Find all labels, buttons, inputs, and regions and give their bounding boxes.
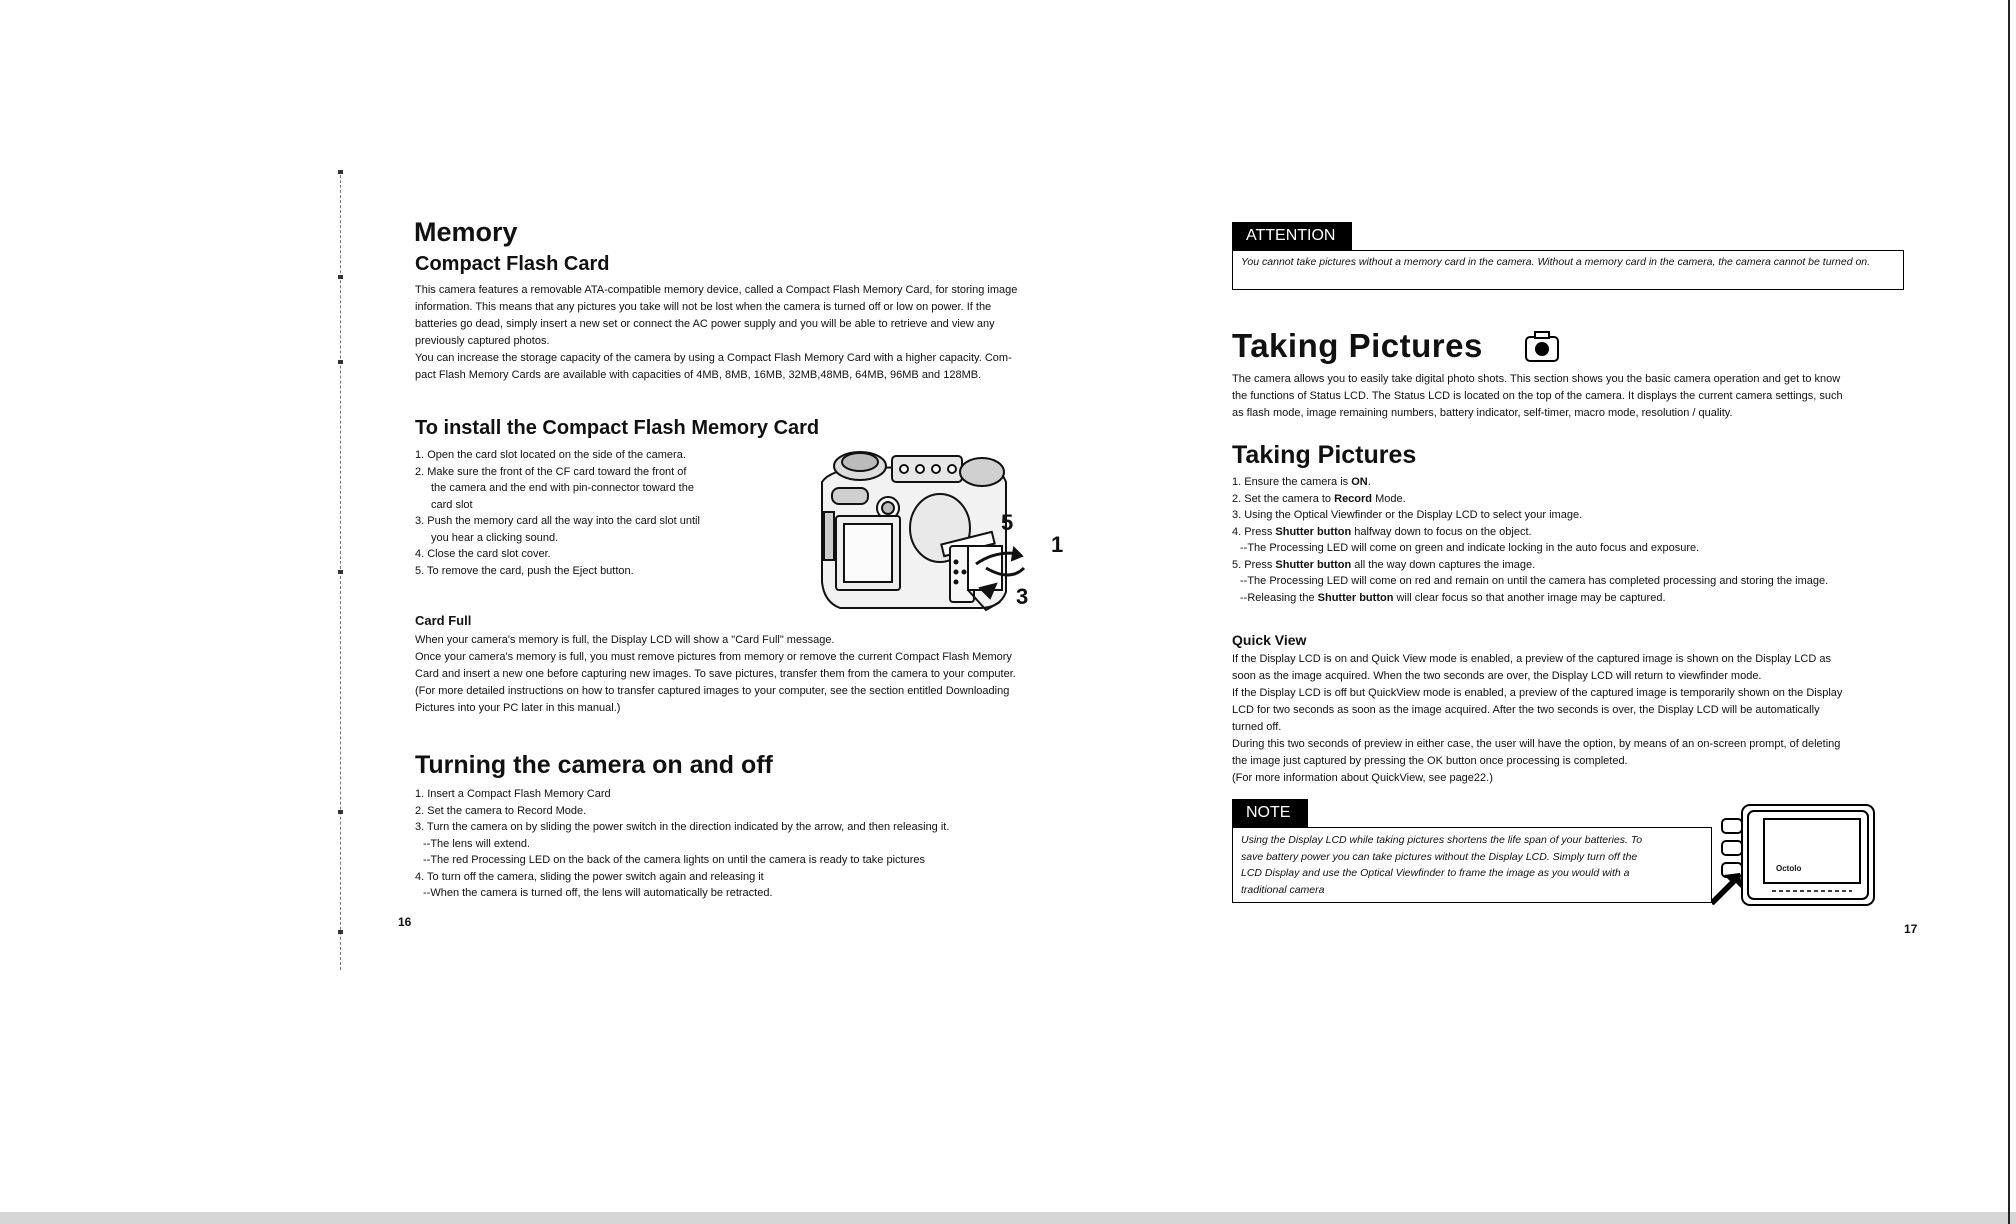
card-full-text xyxy=(415,632,1095,717)
taking-pictures-intro xyxy=(1232,371,1912,422)
quick-view-line: LCD for two seconds as soon as the image acquired. After the two seconds is over, the Display LCD will be automatically xyxy=(1232,704,1820,716)
taking-step: 2. Set the camera to Record Mode. xyxy=(1232,492,1406,505)
quick-view-text xyxy=(1232,651,1912,787)
quick-view-heading: Quick View xyxy=(1232,632,1307,648)
note-line: traditional camera xyxy=(1241,883,1325,896)
taking-steps xyxy=(1232,474,1912,606)
memory-intro-line: You can increase the storage capacity of the camera by using a Compact Flash Memory Card with a higher capacity. Com- xyxy=(415,352,1012,364)
callout-3: 3 xyxy=(1016,584,1029,609)
quick-view-line: turned off. xyxy=(1232,721,1282,733)
install-step: 5. To remove the card, push the Eject button. xyxy=(415,564,634,577)
note-line: save battery power you can take pictures without the Display LCD. Simply turn off the xyxy=(1241,850,1638,863)
note-label: NOTE xyxy=(1232,799,1308,827)
install-step: you hear a clicking sound. xyxy=(431,531,559,544)
card-full-heading: Card Full xyxy=(415,613,472,628)
quick-view-line: If the Display LCD is on and Quick View mode is enabled, a preview of the captured image is shown on the Display LCD as xyxy=(1232,653,1831,665)
turning-step: 2. Set the camera to Record Mode. xyxy=(415,804,587,817)
memory-intro-line: information. This means that any pictures you take will not be lost when the camera is turned off or low on power. If the xyxy=(415,301,992,313)
display-lcd-illustration xyxy=(1712,801,1882,909)
taking-step: --The Processing LED will come on green and indicate locking in the auto focus and exposure. xyxy=(1240,542,1700,554)
taking-step: 5. Press Shutter button all the way down captures the image. xyxy=(1232,558,1536,571)
memory-intro-line: previously captured photos. xyxy=(415,335,550,347)
turning-step: 4. To turn off the camera, sliding the power switch again and releasing it xyxy=(415,870,764,883)
turning-step: 3. Turn the camera on by sliding the power switch in the direction indicated by the arrow, and then releasing it. xyxy=(415,821,950,833)
turning-step: --The red Processing LED on the back of the camera lights on until the camera is ready to take pictures xyxy=(423,854,925,866)
scan-right-edge xyxy=(2008,0,2010,1224)
attention-box: You cannot take pictures without a memory card in the camera. Without a memory card in the camera, the camera cannot be turned on. xyxy=(1232,250,1904,290)
page-number-left: 16 xyxy=(398,915,412,929)
callout-1: 1 xyxy=(1051,532,1064,557)
turning-step: 1. Insert a Compact Flash Memory Card xyxy=(415,788,611,800)
memory-intro-line: batteries go dead, simply insert a new set or connect the AC power supply and you will be able to retrieve and view any xyxy=(415,318,995,330)
note-box xyxy=(1232,827,1712,903)
tp-intro-line: as flash mode, image remaining numbers, battery indicator, self-timer, macro mode, resolution / quality. xyxy=(1232,407,1733,419)
memory-intro xyxy=(415,282,1095,384)
binding-marks xyxy=(340,170,341,970)
install-step: 1. Open the card slot located on the side of the camera. xyxy=(415,449,686,461)
install-step: 3. Push the memory card all the way into the card slot until xyxy=(415,515,700,527)
note-line: LCD Display and use the Optical Viewfinder to frame the image as you would with a xyxy=(1241,867,1630,879)
tp-intro-line: the functions of Status LCD. The Status LCD is located on the top of the camera. It displays the current camera settings, such xyxy=(1232,390,1843,402)
turning-step: --When the camera is turned off, the lens will automatically be retracted. xyxy=(423,887,773,899)
taking-step: 1. Ensure the camera is ON. xyxy=(1232,476,1371,488)
install-step: 2. Make sure the front of the CF card toward the front of xyxy=(415,465,687,478)
quick-view-line: If the Display LCD is off but QuickView mode is enabled, a preview of the captured image is temporarily shown on the Display xyxy=(1232,687,1843,699)
memory-title: Memory xyxy=(414,217,518,247)
install-heading: To install the Compact Flash Memory Card xyxy=(415,417,820,439)
memory-intro-line: pact Flash Memory Cards are available with capacities of 4MB, 8MB, 16MB, 32MB,48MB, 64MB, 96MB and 128MB. xyxy=(415,369,982,381)
camera-cf-card-illustration xyxy=(800,442,1080,622)
quick-view-line: During this two seconds of preview in either case, the user will have the option, by means of an on-screen prompt, of deleting xyxy=(1232,738,1841,750)
turning-steps xyxy=(415,786,1095,902)
page-number-right: 17 xyxy=(1904,922,1918,936)
turning-step: --The lens will extend. xyxy=(423,837,530,850)
quick-view-line: (For more information about QuickView, see page22.) xyxy=(1232,772,1493,784)
taking-pictures-title: Taking Pictures xyxy=(1232,327,1483,364)
tp-intro-line: The camera allows you to easily take digital photo shots. This section shows you the basic camera operation and get to know xyxy=(1232,373,1841,385)
taking-step: 4. Press Shutter button halfway down to focus on the object. xyxy=(1232,525,1532,538)
card-full-line: Pictures into your PC later in this manual.) xyxy=(415,702,621,714)
card-full-line: (For more detailed instructions on how to transfer captured images to your computer, see the section entitled Downloading xyxy=(415,685,1010,697)
scan-bottom-border xyxy=(0,1212,2016,1224)
compact-flash-subtitle: Compact Flash Card xyxy=(415,253,610,275)
attention-label: ATTENTION xyxy=(1232,222,1352,250)
taking-step: --The Processing LED will come on red and remain on until the camera has completed processing and storing the image. xyxy=(1240,575,1829,587)
quick-view-line: soon as the image acquired. When the two seconds are over, the Display LCD will return to viewfinder mode. xyxy=(1232,670,1762,682)
install-step: card slot xyxy=(431,498,473,511)
taking-pictures-subtitle: Taking Pictures xyxy=(1232,441,1417,469)
install-step: the camera and the end with pin-connector toward the xyxy=(431,482,694,494)
card-full-line: Once your camera's memory is full, you must remove pictures from memory or remove the current Compact Flash Memory xyxy=(415,651,1012,663)
callout-5: 5 xyxy=(1001,510,1014,535)
card-full-line: When your camera's memory is full, the Display LCD will show a "Card Full" message. xyxy=(415,634,835,646)
memory-intro-line: This camera features a removable ATA-compatible memory device, called a Compact Flash Memory Card, for storing image xyxy=(415,284,1018,296)
taking-step: --Releasing the Shutter button will clear focus so that another image may be captured. xyxy=(1240,591,1666,604)
turning-heading: Turning the camera on and off xyxy=(415,751,773,779)
camera-mode-icon xyxy=(1524,329,1560,363)
taking-step: 3. Using the Optical Viewfinder or the Display LCD to select your image. xyxy=(1232,509,1583,521)
quick-view-line: the image just captured by pressing the OK button once processing is completed. xyxy=(1232,755,1628,767)
card-full-line: Card and insert a new one before capturing new images. To save pictures, transfer them from the camera to your computer. xyxy=(415,668,1016,680)
note-line: Using the Display LCD while taking pictures shortens the life span of your batteries. To xyxy=(1241,834,1643,846)
lcd-screen-text: Octolo xyxy=(1776,864,1802,873)
install-steps xyxy=(415,447,775,579)
install-step: 4. Close the card slot cover. xyxy=(415,548,551,560)
